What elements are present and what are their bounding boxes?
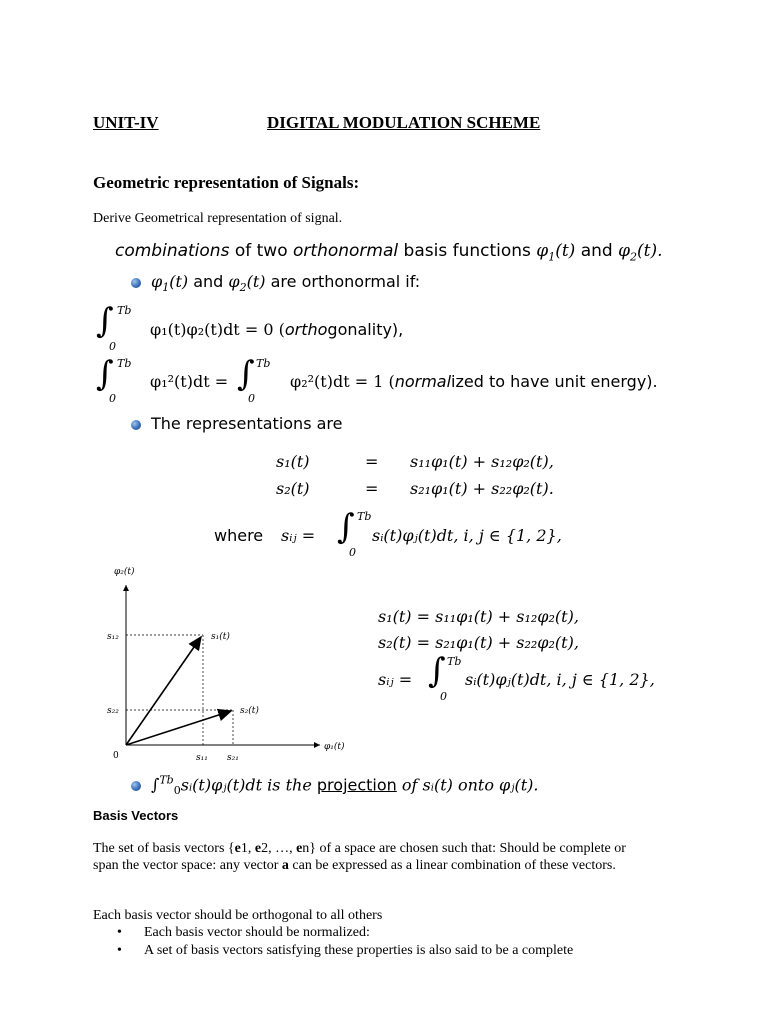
integral-upper-limit: Tb xyxy=(447,655,462,668)
para-text: The set of basis vectors { xyxy=(93,841,235,856)
unit-title: DIGITAL MODULATION SCHEME xyxy=(267,113,541,132)
s21-label: s₂₁ xyxy=(227,753,239,763)
rep-s1-rhs: s₁₁φ₁(t) + s₁₂φ₂(t), xyxy=(410,452,554,471)
slide-bullet-1 xyxy=(131,272,420,294)
rep-equals: = xyxy=(365,452,379,471)
list-item: • Each basis vector should be normalized: xyxy=(117,924,677,942)
integral-lower-limit: 0 xyxy=(440,690,447,703)
right-sij-lhs: sᵢⱼ = xyxy=(378,670,413,689)
equation-italic: ortho xyxy=(284,320,328,339)
point-s1-label: s₁(t) xyxy=(211,632,230,642)
para-text: n} of a space are chosen such that: Should be complete or span the vector space: any vector xyxy=(93,841,626,873)
projection-bullet xyxy=(131,774,538,798)
intro-text: of two xyxy=(229,241,294,261)
integral-lower-limit: 0 xyxy=(349,546,356,559)
equation-text: gonality), xyxy=(327,320,404,339)
equation-text: φ₁(t)φ₂(t)dt = 0 ( xyxy=(150,320,285,339)
integral-upper-limit: Tb xyxy=(117,357,132,370)
bullet-text: and xyxy=(188,272,229,291)
projection-text: sᵢ(t)φⱼ(t)dt is the xyxy=(180,775,317,795)
para-text: can be expressed as a linear combination of these vectors. xyxy=(288,858,616,873)
integral-lower-limit: 0 xyxy=(109,340,116,353)
sij-lhs: sᵢⱼ = xyxy=(281,526,316,545)
phi2-symbol: $\varphi_2(t)$. xyxy=(618,241,663,264)
right-s1-equation: s₁(t) = s₁₁φ₁(t) + s₁₂φ₂(t), xyxy=(378,607,579,626)
integral-sign: ∫ xyxy=(237,354,255,394)
vector-s1 xyxy=(126,637,201,745)
basis-bullet-list xyxy=(117,924,677,960)
s11-label: s₁₁ xyxy=(196,753,208,763)
rep-equals: = xyxy=(365,479,379,498)
bullet-text: The representations are xyxy=(151,414,343,433)
integral-sign: ∫ xyxy=(428,651,446,691)
point-s2-label: s₂(t) xyxy=(240,706,259,716)
phi2-symbol: $\varphi_2(t)$ xyxy=(228,272,266,295)
orthogonality-equation xyxy=(150,320,403,339)
equation-text: ized to have unit energy). xyxy=(451,372,658,391)
phi1-symbol: $\varphi_1(t)$ xyxy=(536,241,576,264)
signal-space-diagram xyxy=(100,560,360,770)
normalization-equation-right xyxy=(290,372,658,391)
integral-sign: ∫ xyxy=(337,507,355,547)
basis-paragraph-2: Each basis vector should be orthogonal to all others xyxy=(93,908,383,923)
para-bold: e xyxy=(296,841,303,856)
intro-combinations: combinations xyxy=(115,241,230,261)
slide-intro-line xyxy=(115,241,663,263)
rep-s2-rhs: s₂₁φ₁(t) + s₂₂φ₂(t). xyxy=(410,479,554,498)
y-axis-label: φ₂(t) xyxy=(114,567,135,577)
bullet-icon xyxy=(131,420,141,430)
basis-paragraph-1 xyxy=(93,840,653,874)
phi1-symbol: $\varphi_1(t)$ xyxy=(151,272,189,295)
para-text: 1, xyxy=(240,841,255,856)
bullet-icon xyxy=(131,278,141,288)
vector-s2 xyxy=(126,711,231,745)
rep-s1-lhs: s₁(t) xyxy=(276,452,310,471)
integral-sign: ∫ xyxy=(96,301,114,341)
unit-label: UNIT-IV xyxy=(93,113,159,132)
equation-italic: normal xyxy=(394,372,452,391)
integral-lower-limit: 0 xyxy=(248,392,255,405)
right-sij-rhs: sᵢ(t)φⱼ(t)dt, i, j ∈ {1, 2}, xyxy=(465,670,655,689)
para-bold: e xyxy=(254,841,262,856)
projection-word: projection xyxy=(316,775,397,795)
normalization-equation-left xyxy=(150,372,228,391)
integral-lower-limit: 0 xyxy=(109,392,116,405)
right-s2-equation: s₂(t) = s₂₁φ₁(t) + s₂₂φ₂(t), xyxy=(378,633,579,652)
projection-text: of sᵢ(t) onto φⱼ(t). xyxy=(396,775,539,795)
integral-upper-limit: Tb xyxy=(256,357,271,370)
where-label: where xyxy=(214,526,264,545)
para-bold: a xyxy=(281,858,289,873)
list-item: • A set of basis vectors satisfying these properties is also said to be a complete xyxy=(117,942,677,960)
para-text: 2, …, xyxy=(261,841,297,856)
integral-upper-limit: Tb xyxy=(117,304,132,317)
s22-label: s₂₂ xyxy=(107,706,119,716)
equation-text: φ₁²(t)dt = xyxy=(150,372,229,391)
bullet-text: are orthonormal if: xyxy=(265,272,421,291)
bullet-icon xyxy=(131,781,141,791)
slide-bullet-2 xyxy=(131,414,342,433)
s12-label: s₁₂ xyxy=(107,632,119,642)
integral-sign: ∫ xyxy=(96,354,114,394)
intro-text: basis functions xyxy=(398,241,537,261)
sij-rhs: sᵢ(t)φⱼ(t)dt, i, j ∈ {1, 2}, xyxy=(372,526,562,545)
para-bold: e xyxy=(234,841,241,856)
origin-label: 0 xyxy=(113,751,119,761)
basis-vectors-title: Basis Vectors xyxy=(93,808,179,823)
intro-text: and xyxy=(575,241,619,261)
inline-integral: ∫$^{Tb}_0$ xyxy=(151,774,181,798)
integral-upper-limit: Tb xyxy=(357,510,372,523)
intro-orthonormal: orthonormal xyxy=(293,241,399,261)
rep-s2-lhs: s₂(t) xyxy=(276,479,310,498)
equation-text: φ₂²(t)dt = 1 ( xyxy=(290,372,395,391)
section-title: Geometric representation of Signals: xyxy=(93,173,360,192)
x-axis-label: φ₁(t) xyxy=(324,742,345,752)
section-prompt: Derive Geometrical representation of signal. xyxy=(93,211,343,226)
